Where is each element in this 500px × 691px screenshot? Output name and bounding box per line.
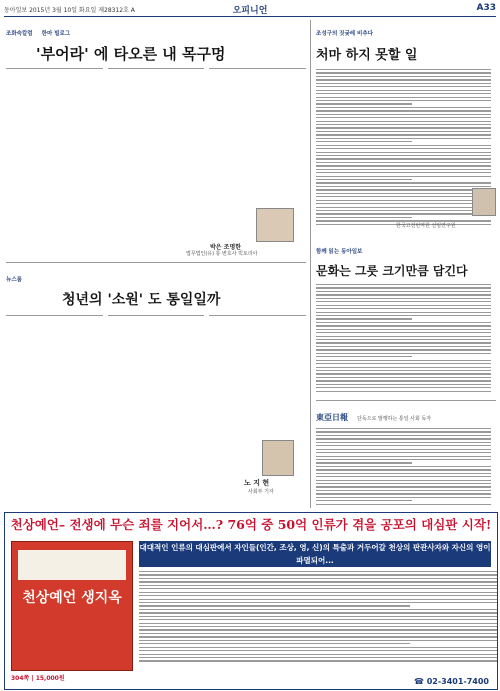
columnist-caption: 한국고전번역원 선임연구원 (396, 223, 456, 229)
text-line (316, 117, 491, 118)
text-line (316, 504, 491, 505)
text-line (316, 486, 491, 487)
reader-article-text (316, 284, 491, 392)
text-line (316, 353, 491, 354)
text-line (316, 367, 491, 368)
date-line: 동아일보 2015년 3월 10일 화요일 제28312호 A (4, 7, 135, 14)
right-bottom-notice (316, 400, 496, 509)
text-line (139, 640, 498, 641)
newsroom-headline: 청년의 '소원' 도 통일일까 (62, 292, 221, 308)
text-line (139, 660, 498, 661)
text-line (316, 169, 491, 170)
text-line (316, 186, 491, 187)
book-cover-panel (18, 550, 126, 580)
text-line (316, 141, 412, 142)
text-line (316, 480, 491, 481)
masthead (4, 2, 496, 17)
newsroom-text-col-3 (209, 315, 306, 318)
text-line (316, 158, 491, 159)
text-line (6, 315, 103, 316)
text-line (316, 79, 491, 80)
text-line (6, 68, 103, 69)
page-number: A33 (476, 3, 496, 13)
text-line (316, 155, 491, 156)
text-line (316, 196, 491, 197)
text-line (139, 595, 498, 596)
text-line (139, 612, 498, 613)
text-line (139, 643, 410, 644)
text-line (139, 585, 498, 586)
reporter-name: 노 지 현 (244, 479, 270, 487)
text-line (316, 305, 491, 306)
text-line (139, 609, 498, 610)
text-line (108, 315, 205, 316)
book-advertisement[interactable] (4, 512, 498, 690)
text-line (316, 497, 491, 498)
text-line (316, 298, 491, 299)
text-line (316, 384, 491, 385)
text-line (316, 473, 491, 474)
text-line (139, 633, 498, 634)
author-title: 법무법인(유) 통 변호사 빅토리아 (186, 251, 258, 257)
text-line (139, 599, 498, 600)
article-text-col-3 (209, 68, 306, 71)
text-line (139, 571, 498, 572)
text-line (316, 312, 491, 313)
text-line (139, 602, 498, 603)
text-line (316, 363, 491, 364)
text-line (316, 456, 491, 457)
text-line (316, 342, 491, 343)
text-line (316, 103, 412, 104)
text-line (316, 459, 491, 460)
text-line (316, 428, 491, 429)
text-line (316, 291, 491, 292)
text-line (316, 287, 491, 288)
author-photo (256, 208, 294, 242)
text-line (139, 605, 410, 606)
text-line (209, 315, 306, 316)
text-line (316, 294, 491, 295)
text-line (316, 483, 491, 484)
text-line (139, 636, 498, 637)
text-line (316, 370, 491, 371)
text-line (139, 654, 498, 655)
paper-logo: 東亞日報 (316, 412, 348, 422)
text-line (139, 623, 498, 624)
text-line (316, 134, 491, 135)
text-line (316, 284, 491, 285)
text-line (316, 332, 491, 333)
columnist-photo (472, 188, 496, 216)
text-line (316, 442, 491, 443)
author-name: 박은 조명한 (210, 244, 242, 251)
text-line (316, 500, 412, 501)
ad-banner: 대대적인 인류의 대심판에서 자인들(인간, 조상, 영, 신)의 특출과 거두어갈 천상의 판관사자와 자신의 영이 파멸되어... (139, 543, 491, 565)
text-line (316, 182, 491, 183)
reader-headline: 문화는 그릇 크기만큼 담긴다 (316, 264, 468, 278)
text-line (316, 200, 491, 201)
text-line (316, 162, 491, 163)
text-line (316, 189, 491, 190)
text-line (316, 308, 491, 309)
text-line (316, 329, 491, 330)
text-line (139, 650, 498, 651)
text-line (316, 107, 491, 108)
text-line (316, 435, 491, 436)
text-line (316, 213, 491, 214)
text-line (316, 93, 491, 94)
text-line (316, 301, 491, 302)
text-line (139, 616, 498, 617)
text-line (139, 657, 498, 658)
text-line (139, 626, 498, 627)
newsroom-text-col-1 (6, 315, 103, 318)
reporter-photo (262, 440, 294, 476)
text-line (316, 114, 491, 115)
newsroom-tag: 뉴스룸 (6, 277, 22, 283)
text-line (316, 438, 491, 439)
text-line (316, 493, 491, 494)
text-line (139, 647, 498, 648)
text-line (139, 581, 498, 582)
text-line (316, 121, 491, 122)
text-line (316, 165, 491, 166)
notice-text (316, 428, 491, 505)
section-divider (6, 262, 306, 263)
text-line (316, 452, 491, 453)
text-line (316, 476, 491, 477)
text-line (316, 217, 412, 218)
text-line (316, 69, 491, 70)
text-line (316, 131, 491, 132)
text-line (316, 346, 491, 347)
right-mid-article (316, 238, 496, 396)
text-line (316, 210, 491, 211)
ad-body-text (139, 571, 498, 665)
text-line (316, 176, 491, 177)
book-price: 304쪽 | 15,000원 (11, 675, 65, 682)
text-line (316, 469, 491, 470)
text-line (316, 325, 491, 326)
text-line (316, 124, 491, 125)
text-line (316, 445, 491, 446)
text-line (316, 391, 491, 392)
text-line (209, 68, 306, 69)
text-line (139, 588, 498, 589)
text-line (316, 449, 491, 450)
article-headline: '부어라' 에 타오른 내 목구멍 (36, 45, 226, 63)
text-line (316, 387, 491, 388)
book-title: 천상예언 생지옥 (22, 590, 122, 606)
text-line (316, 86, 491, 87)
text-line (316, 72, 491, 73)
right-top-article (316, 20, 496, 230)
text-line (316, 377, 491, 378)
text-line (316, 138, 491, 139)
book-cover (11, 541, 133, 671)
text-line (316, 97, 491, 98)
column-tag: 조화숙칼럼 (6, 31, 33, 37)
text-line (316, 349, 491, 350)
article-text-col-1 (6, 68, 103, 71)
text-line (316, 179, 412, 180)
text-line (316, 322, 491, 323)
paper-note: 단독으로 발행하는 통일 사회 독자 (357, 416, 432, 422)
left-bottom-article (6, 266, 306, 508)
text-line (108, 68, 205, 69)
text-line (316, 356, 412, 357)
reporter-title: 사회부 기자 (248, 489, 274, 495)
text-line (139, 619, 498, 620)
text-line (316, 100, 491, 101)
text-line (316, 431, 491, 432)
text-line (316, 90, 491, 91)
reader-tag: 함께 읽는 동아일보 (316, 249, 363, 255)
article-text-col-2 (108, 68, 205, 71)
text-line (316, 380, 491, 381)
ad-phone[interactable]: ☎ 02-3401-7400 (413, 677, 489, 686)
text-line (316, 360, 491, 361)
text-line (316, 373, 491, 374)
text-line (316, 466, 491, 467)
text-line (316, 339, 491, 340)
text-line (316, 462, 412, 463)
text-line (316, 315, 491, 316)
text-line (316, 207, 491, 208)
right-article-text (316, 69, 491, 225)
text-line (139, 592, 498, 593)
text-line (316, 172, 491, 173)
column-divider (310, 20, 311, 508)
text-line (316, 148, 491, 149)
text-line (139, 578, 498, 579)
text-line (316, 152, 491, 153)
text-line (316, 318, 412, 319)
text-line (139, 629, 498, 630)
text-line (316, 127, 491, 128)
text-line (316, 193, 491, 194)
text-line (316, 203, 491, 204)
newsroom-text-col-2 (108, 315, 205, 318)
ad-headline: 천상예언– 전생에 무슨 죄를 지어서…? 76억 중 50억 인류가 겪을 공포의 대심판 시작! (5, 513, 497, 537)
text-line (316, 110, 491, 111)
right-column-tag: 조성구의 짓궂레 비추다 (316, 31, 373, 37)
text-line (139, 574, 498, 575)
right-headline: 처마 하지 못할 일 (316, 48, 418, 63)
text-line (316, 76, 491, 77)
section-title: 오피니언 (232, 6, 268, 16)
column-name: 한마 빌로그 (41, 31, 71, 37)
text-line (316, 83, 491, 84)
text-line (316, 336, 491, 337)
text-line (316, 490, 491, 491)
text-line (316, 145, 491, 146)
